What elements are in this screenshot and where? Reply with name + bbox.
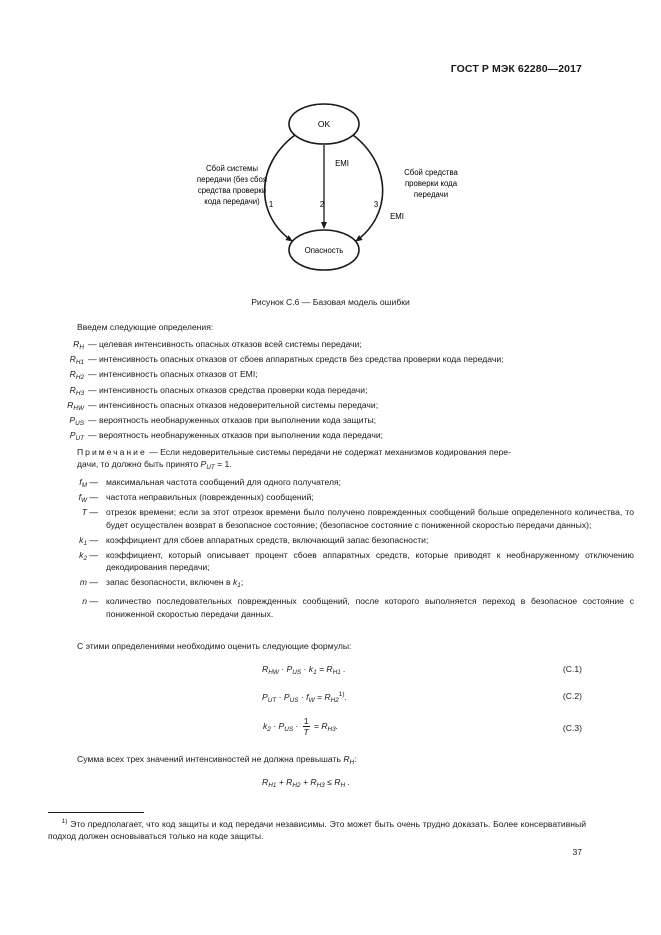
note-paragraph <box>77 447 585 459</box>
fraction: $\frac{1}{T}$ <box>303 716 309 737</box>
right-label-line: Сбой средства <box>404 168 458 177</box>
definition-row <box>50 415 590 430</box>
definition-row <box>50 534 590 547</box>
definition-symbol: $k_2$ — <box>79 549 98 562</box>
definition-text: запас безопасности, включен в $k_1$; <box>106 577 244 589</box>
definition-symbol: $P_{US}$ <box>69 414 84 427</box>
definition-row <box>50 430 590 445</box>
node-ok-label: OK <box>317 119 331 129</box>
definition-text: отрезок времени; если за этот отрезок времени было получено поврежденных сообщений больше определенного количества, то будет осуществлен возврат в безопасное состояние; (безопасное состояние с пониженной скоростью передачи данных); <box>106 507 634 530</box>
formula-number: (C.3) <box>562 723 582 733</box>
sum-constraint-text: Сумма всех трех значений интенсивностей не должна превышать $R_H$: <box>77 754 357 766</box>
arrow-1-number: 1 <box>268 200 274 209</box>
left-label-line: кода передачи) <box>204 197 260 206</box>
definition-symbol: $R_{H1}$ <box>69 354 84 367</box>
definition-symbol: n — <box>82 596 98 606</box>
definition-symbol: $R_{HW}$ <box>67 399 84 412</box>
definition-symbol: $k_1$ — <box>79 534 98 547</box>
definition-text: коэффициент, который описывает процент сбоев аппаратных средств, которые приводят к необнаруженному отключению декодирования передачи; <box>106 549 634 572</box>
note-line-2: дачи, то должно быть принято $P_{UT} = 1$. <box>77 459 232 471</box>
definition-text: — вероятность необнаруженных отказов при выполнении кода защиты; <box>88 414 377 425</box>
definition-text: коэффициент для сбоев аппаратных средств, включающий запас безопасности; <box>106 534 429 545</box>
definition-symbol: T — <box>81 507 98 517</box>
definition-text: — целевая интенсивность опасных отказов всей системы передачи; <box>88 339 362 349</box>
center-emi-label: EMI <box>335 159 349 168</box>
definition-symbol: $R_{H3}$ <box>69 384 84 397</box>
formula-expression: $R_{H1} + R_{H2} + R_{H3} \le R_H$ . <box>262 777 350 789</box>
definition-row <box>50 476 590 489</box>
definition-text: частота неправильных (поврежденных) сообщений; <box>106 492 314 502</box>
formula-expression: $k_2 \cdot P_{US}$ · $\frac{1}{T}$ = $R_{H3}$. <box>263 716 339 737</box>
arrow-3-number: 3 <box>373 200 379 209</box>
definition-row <box>50 491 590 504</box>
error-model-diagram <box>160 95 490 280</box>
definition-row <box>50 354 590 369</box>
definitions-intro: Введем следующие определения: <box>77 322 214 332</box>
definition-symbol: m — <box>79 577 98 587</box>
footnote: $^{1)}$ Это предполагает, что код защиты и код передачи независимы. Это может быть очень трудно доказать. Более консервативный подход должен основываться только на коде защиты. <box>48 818 586 842</box>
definition-text: — вероятность необнаруженных отказов при выполнении кода передачи; <box>88 430 384 441</box>
definition-text: максимальная частота сообщений для одного получателя; <box>106 477 342 487</box>
definition-text: — интенсивность опасных отказов средства проверки кода передачи; <box>88 384 368 395</box>
formulas-intro: С этими определениями необходимо оценить следующие формулы: <box>77 641 352 651</box>
definition-symbol: $P_{UT}$ <box>69 430 84 443</box>
standard-header: ГОСТ Р МЭК 62280—2017 <box>450 63 582 75</box>
formula-number: (C.1) <box>562 664 582 674</box>
right-label-line: передачи <box>413 190 449 199</box>
definition-text: — интенсивность опасных отказов от EMI; <box>88 369 258 380</box>
formula-number: (C.2) <box>562 691 582 701</box>
definition-text: — интенсивность опасных отказов от сбоев аппаратных средств без средства проверки кода передачи; <box>88 354 504 365</box>
definition-symbol: $f_W$ — <box>78 492 98 504</box>
definition-row <box>50 549 634 574</box>
definition-row <box>50 339 590 354</box>
formula-expression: $R_{HW} \cdot P_{US} \cdot k_1 = R_{H1}$ . <box>262 664 346 676</box>
right-label-line: проверки кода <box>404 179 458 188</box>
left-label-line: передачи (без сбоя <box>196 175 268 184</box>
formula-expression: $P_{UT} \cdot P_{US} \cdot f_W = R_{H2}^{1)}$. <box>262 691 347 704</box>
definitions-list-2 <box>50 476 634 623</box>
footnote-divider <box>48 812 144 813</box>
arrow-right-path <box>353 135 383 241</box>
definition-row <box>50 595 634 620</box>
definitions-list <box>50 339 590 445</box>
definition-row <box>50 400 590 415</box>
definition-symbol: $R_H$ <box>73 339 84 351</box>
definition-symbol: $f_M$ — <box>79 477 98 489</box>
left-label-line: Сбой системы <box>206 164 258 173</box>
definition-text: — интенсивность опасных отказов недоверительной системы передачи; <box>88 399 379 410</box>
figure-caption: Рисунок С.6 — Базовая модель ошибки <box>251 297 410 307</box>
definition-symbol: $R_{H2}$ <box>69 369 84 382</box>
definition-row <box>50 576 590 593</box>
right-emi-label: EMI <box>390 212 404 221</box>
definition-row <box>50 506 634 531</box>
left-label-line: средства проверки <box>197 186 267 195</box>
definition-row <box>50 385 590 400</box>
definition-text: количество последовательных поврежденных сообщений, после которого выполняется переход в безопасное состояние с пониженной скоростью передачи данных. <box>106 596 634 619</box>
arrow-left-path <box>265 135 295 241</box>
definition-row <box>50 369 590 384</box>
arrow-2-number: 2 <box>319 200 325 209</box>
note-line-1: — Если недоверительные системы передачи не содержат механизмов кодирования пере- <box>146 447 511 457</box>
node-danger-label: Опасность <box>304 246 344 255</box>
page-number: 37 <box>572 847 582 857</box>
note-label: Примечание <box>77 447 147 457</box>
